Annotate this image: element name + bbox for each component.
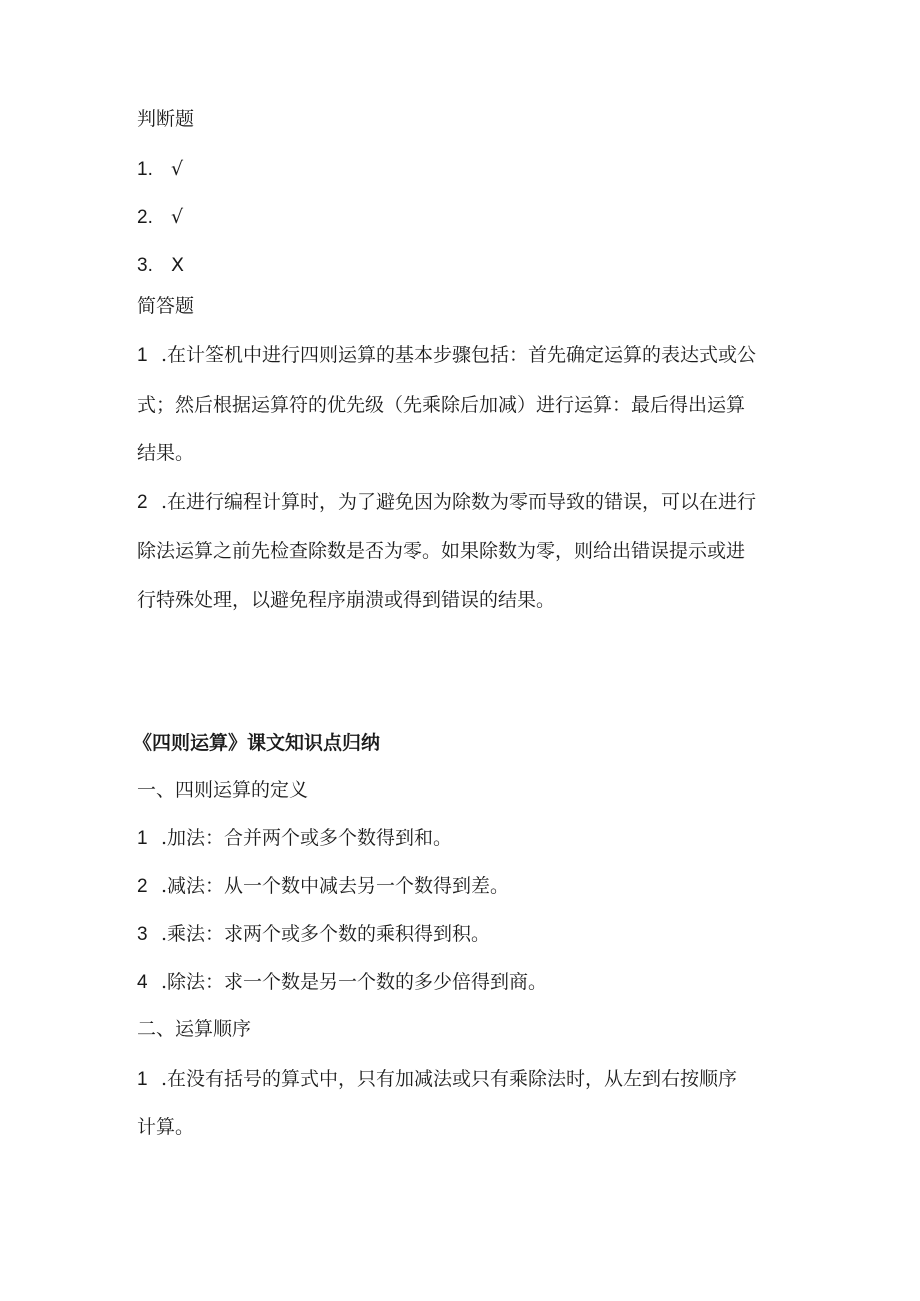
judge-item-1 <box>137 156 183 183</box>
section1-item-2 <box>137 873 509 900</box>
judge-item-answer: X <box>171 254 185 276</box>
section1-item-4 <box>137 969 547 996</box>
section2-heading: 二、运算顺序 <box>137 1018 252 1040</box>
short-answer-q1-line-1 <box>137 342 756 369</box>
short-answer-q1-line-3: 结果。 <box>137 442 195 464</box>
item-number: 4 <box>137 972 148 993</box>
short-answer-q1-line-2: 式；然后根据运算符的优先级（先乘除后加减）进行运算：最后得出运算 <box>137 394 746 416</box>
judge-item-number: 1. <box>137 159 153 180</box>
item-text: .加法：合并两个或多个数得到和。 <box>161 827 453 849</box>
section1-heading: 一、四则运算的定义 <box>137 779 309 801</box>
section2-item-1-line-2: 计算。 <box>137 1116 195 1138</box>
item-number: 3 <box>137 924 148 945</box>
question-number: 2 <box>137 492 148 513</box>
item-text: .在没有括号的算式中，只有加减法或只有乘除法时，从左到右按顺序 <box>161 1068 738 1090</box>
judge-item-number: 2. <box>137 207 153 228</box>
judge-item-3 <box>137 252 184 279</box>
question-number: 1 <box>137 345 148 366</box>
section1-item-3 <box>137 921 490 948</box>
item-text: .乘法：求两个或多个数的乘积得到积。 <box>161 923 491 945</box>
judge-heading: 判断题 <box>137 108 195 130</box>
short-answer-q2-line-2: 除法运算之前先检查除数是否为零。如果除数为零，则给出错误提示或进 <box>137 540 746 562</box>
question-text: .在计筌机中进行四则运算的基本步骤包括：首先确定运算的表达式或公 <box>161 344 757 366</box>
item-number: 1 <box>137 828 148 849</box>
item-number: 2 <box>137 876 148 897</box>
short-answer-q2-line-1 <box>137 489 756 516</box>
item-text: .减法：从一个数中减去另一个数得到差。 <box>161 875 510 897</box>
section1-item-1 <box>137 825 452 852</box>
judge-item-number: 3. <box>137 255 153 276</box>
judge-item-2 <box>137 204 183 231</box>
short-answer-heading: 简答题 <box>137 295 195 317</box>
question-text: .在进行编程计算时，为了避免因为除数为零而导致的错误，可以在进行 <box>161 491 757 513</box>
judge-item-answer: √ <box>171 158 184 180</box>
item-number: 1 <box>137 1069 148 1090</box>
section2-item-1-line-1 <box>137 1066 737 1093</box>
summary-title: 《四则运算》课文知识点归纳 <box>133 732 381 754</box>
item-text: .除法：求一个数是另一个数的多少倍得到商。 <box>161 971 548 993</box>
judge-item-answer: √ <box>171 206 184 228</box>
short-answer-q2-line-3: 行特殊处理，以避免程序崩溃或得到错误的结果。 <box>137 589 556 611</box>
